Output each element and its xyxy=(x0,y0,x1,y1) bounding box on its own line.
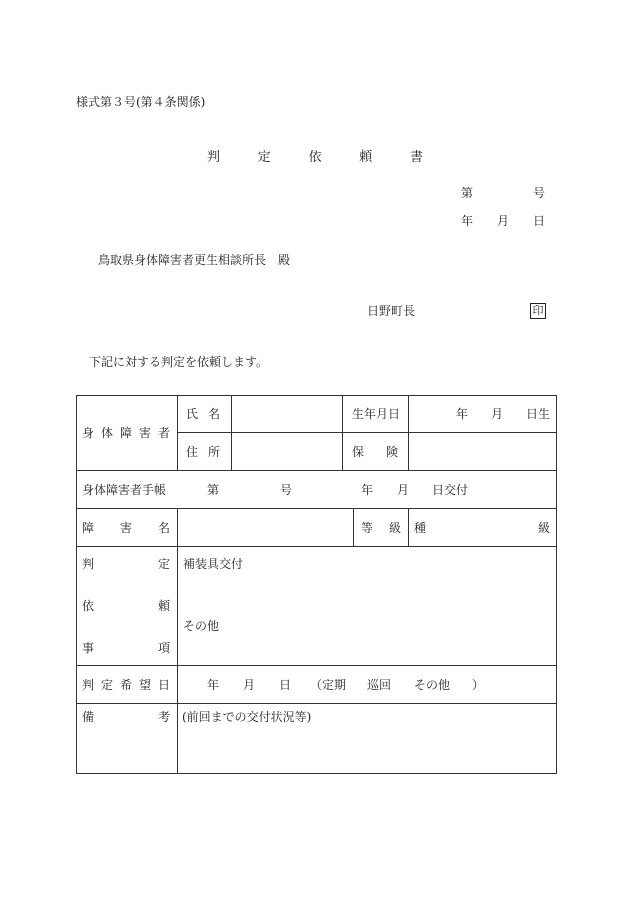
table-line xyxy=(408,395,409,471)
label-char: 項 xyxy=(157,641,170,655)
year-label: 年 xyxy=(461,214,474,228)
table-line xyxy=(76,508,557,509)
techo-go: 号 xyxy=(280,483,293,497)
dai-label: 第 xyxy=(461,186,474,200)
table-line xyxy=(231,395,232,471)
title-char: 定 xyxy=(257,150,271,165)
table-line xyxy=(408,508,409,547)
table-line xyxy=(353,508,354,547)
label-char: 所 xyxy=(207,445,220,459)
request-item-prosthesis: 補装具交付 xyxy=(183,557,244,571)
desired-day: 日 xyxy=(279,678,292,692)
desired-year: 年 xyxy=(207,678,220,692)
address-label xyxy=(186,445,220,459)
birth-label: 生年月日 xyxy=(352,407,401,421)
label-char: 身 xyxy=(82,426,95,440)
label-char: 障 xyxy=(119,426,132,440)
label-char: 名 xyxy=(207,407,220,421)
request-item-other: その他 xyxy=(183,619,220,633)
table-line xyxy=(76,395,77,774)
table-line xyxy=(342,395,343,471)
label-char: 害 xyxy=(119,521,132,535)
person-label xyxy=(82,426,170,440)
label-char: 級 xyxy=(388,521,401,535)
table-line xyxy=(556,395,557,774)
label-char: 障 xyxy=(82,521,95,535)
techo-issued: 日交付 xyxy=(432,483,469,497)
title-char: 書 xyxy=(409,150,423,165)
table-line xyxy=(76,665,557,666)
request-label-line-3 xyxy=(82,641,170,655)
go-label: 号 xyxy=(532,186,545,200)
disability-label xyxy=(82,521,170,535)
day-born-label: 日生 xyxy=(525,407,550,421)
label-char: 者 xyxy=(157,426,170,440)
request-label-line-1 xyxy=(82,557,170,571)
month-label: 月 xyxy=(490,407,503,421)
table-line xyxy=(177,432,557,433)
label-char: 判 xyxy=(82,678,95,692)
title-char: 頼 xyxy=(359,150,373,165)
label-char: 険 xyxy=(385,445,398,459)
label-char: 頼 xyxy=(157,599,170,613)
title-char: 依 xyxy=(308,150,322,165)
type-label: 種 xyxy=(414,521,427,535)
grade-suffix: 級 xyxy=(538,521,551,535)
request-label-line-2 xyxy=(82,599,170,613)
label-char: 害 xyxy=(138,426,151,440)
label-char: 希 xyxy=(119,678,132,692)
addressee: 鳥取県身体障害者更生相談所長 殿 xyxy=(98,253,291,267)
table-line xyxy=(76,703,557,704)
grade-label xyxy=(361,521,401,535)
table-line xyxy=(76,395,557,396)
techo-month: 月 xyxy=(397,483,410,497)
form-number: 様式第３号(第４条関係) xyxy=(76,95,206,109)
table-line xyxy=(177,508,178,774)
techo-year: 年 xyxy=(361,483,374,497)
birth-date-field[interactable] xyxy=(456,407,550,421)
label-char: 日 xyxy=(157,678,170,692)
day-label: 日 xyxy=(532,214,545,228)
label-char: 名 xyxy=(157,521,170,535)
intro-text: 下記に対する判定を依頼します。 xyxy=(89,355,269,369)
option-regular: （定期 xyxy=(310,678,347,692)
label-char: 事 xyxy=(82,641,95,655)
sender: 日野町長 xyxy=(367,304,416,318)
label-char: 備 xyxy=(82,710,95,724)
insurance-label xyxy=(352,445,398,459)
month-label: 月 xyxy=(496,214,509,228)
title-char: 判 xyxy=(207,150,221,165)
year-label: 年 xyxy=(456,407,469,421)
label-char: 等 xyxy=(361,521,374,535)
table-line xyxy=(177,395,178,471)
desired-month: 月 xyxy=(243,678,256,692)
techo-label: 身体障害者手帳 xyxy=(82,483,167,497)
label-char: 依 xyxy=(82,599,95,613)
label-char: 保 xyxy=(352,445,365,459)
option-tour: 巡回 xyxy=(367,678,392,692)
label-char: 望 xyxy=(138,678,151,692)
label-char: 判 xyxy=(82,557,95,571)
table-line xyxy=(76,546,557,547)
document-number xyxy=(461,184,545,201)
label-char: 体 xyxy=(100,426,113,440)
label-char: 定 xyxy=(157,557,170,571)
document-title xyxy=(207,146,423,165)
label-char: 定 xyxy=(100,678,113,692)
name-label xyxy=(186,407,220,421)
option-close-paren: ） xyxy=(472,678,485,692)
remarks-note: (前回までの交付状況等) xyxy=(182,710,312,724)
techo-dai: 第 xyxy=(207,483,220,497)
seal-stamp: 印 xyxy=(530,303,546,319)
table-line xyxy=(76,773,557,774)
label-char: 考 xyxy=(157,710,170,724)
label-char: 住 xyxy=(186,445,199,459)
option-other: その他 xyxy=(414,678,451,692)
remarks-label xyxy=(82,710,170,724)
table-line xyxy=(76,470,557,471)
label-char: 氏 xyxy=(186,407,199,421)
document-date xyxy=(461,212,545,229)
desired-date-label xyxy=(82,678,170,692)
